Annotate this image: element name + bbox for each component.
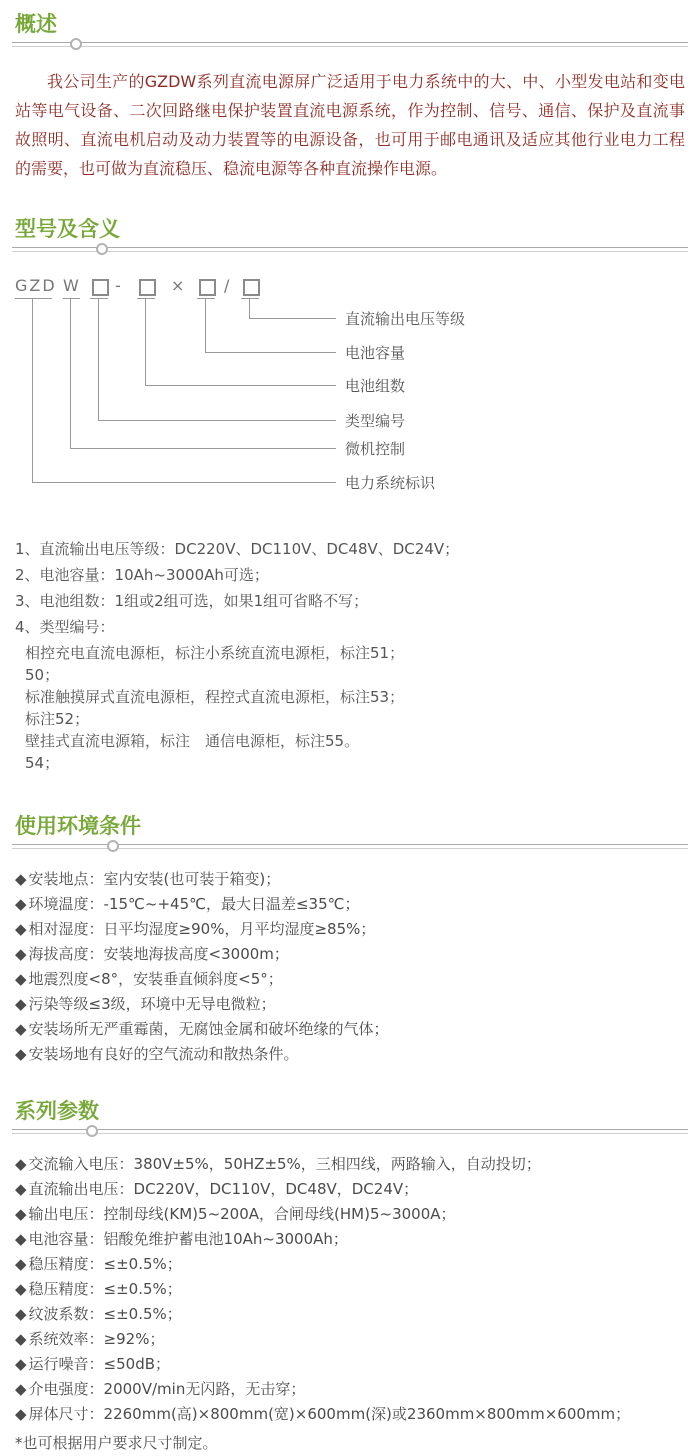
environment-item	[15, 967, 685, 992]
code-box-capacity	[199, 279, 216, 296]
section-divider	[12, 42, 688, 47]
diagram-label-voltage: 直流输出电压等级	[345, 310, 466, 328]
environment-item-text: 相对湿度：日平均湿度≥90%，月平均湿度≥85%；	[28, 920, 376, 938]
diamond-bullet-icon: ◆	[15, 1020, 27, 1038]
type-name-left: 相控充电直流电源柜，标注50；	[25, 644, 206, 684]
code-slash: /	[224, 276, 232, 295]
model-code-diagram	[0, 278, 700, 510]
model-note: 2、电池容量：10Ah~3000Ah可选；	[15, 566, 269, 584]
section-divider	[12, 247, 688, 252]
parameter-item	[15, 1177, 685, 1202]
environment-item-text: 安装地点：室内安装(也可装于箱变)；	[28, 870, 281, 888]
section-environment	[0, 814, 700, 1067]
diamond-bullet-icon: ◆	[15, 1045, 27, 1063]
diagram-label-power-id: 电力系统标识	[345, 474, 436, 492]
environment-item	[15, 992, 685, 1017]
diamond-bullet-icon: ◆	[15, 1355, 27, 1373]
diamond-bullet-icon: ◆	[15, 1330, 27, 1348]
diamond-bullet-icon: ◆	[15, 895, 27, 913]
diamond-bullet-icon: ◆	[15, 1180, 27, 1198]
parameters-footnote: *也可根据用户要求尺寸制定。	[15, 1434, 218, 1452]
environment-item	[15, 1017, 685, 1042]
type-table-row	[25, 730, 685, 774]
top-padding	[0, 0, 700, 12]
diagram-label-type: 类型编号	[345, 412, 406, 430]
parameter-item	[15, 1227, 685, 1252]
parameter-item-text: 介电强度：2000V/min无闪路，无击穿；	[28, 1380, 306, 1398]
diamond-bullet-icon: ◆	[15, 945, 27, 963]
parameter-item-text: 交流输入电压：380V±5%，50HZ±5%，三相四线，两路输入，自动投切；	[28, 1155, 541, 1173]
diamond-bullet-icon: ◆	[15, 1380, 27, 1398]
diamond-bullet-icon: ◆	[15, 1205, 27, 1223]
parameter-item-text: 运行噪音：≤50dB；	[28, 1355, 171, 1373]
parameters-list	[15, 1152, 685, 1427]
environment-item-text: 海拔高度：安装地海拔高度<3000m；	[28, 945, 289, 963]
diamond-bullet-icon: ◆	[15, 870, 27, 888]
diamond-bullet-icon: ◆	[15, 1155, 27, 1173]
environment-item	[15, 1042, 685, 1067]
parameter-item	[15, 1302, 685, 1327]
connector-power-id	[32, 298, 336, 483]
model-note: 4、类型编号：	[15, 618, 115, 636]
code-w: W	[63, 276, 81, 295]
environment-item-text: 安装场所无严重霉菌，无腐蚀金属和破坏绝缘的气体；	[28, 1020, 389, 1038]
diamond-bullet-icon: ◆	[15, 1305, 27, 1323]
parameter-item	[15, 1152, 685, 1177]
type-number-table	[25, 642, 685, 774]
diamond-bullet-icon: ◆	[15, 1230, 27, 1248]
diamond-bullet-icon: ◆	[15, 995, 27, 1013]
parameter-item	[15, 1252, 685, 1277]
model-note: 1、直流输出电压等级：DC220V、DC110V、DC48V、DC24V；	[15, 540, 460, 558]
divider-circle-ornament	[70, 38, 82, 50]
parameter-item	[15, 1402, 685, 1427]
spacer	[0, 1067, 700, 1099]
type-name-right: 通信电源柜，标注55。	[205, 732, 360, 750]
divider-circle-ornament	[96, 243, 108, 255]
parameter-item	[15, 1202, 685, 1227]
environment-item	[15, 892, 685, 917]
overview-title: 概述	[15, 12, 57, 36]
code-box-groups	[139, 279, 156, 296]
parameter-item	[15, 1277, 685, 1302]
environment-item	[15, 867, 685, 892]
environment-item-text: 地震烈度<8°，安装垂直倾斜度<5°；	[28, 970, 283, 988]
diamond-bullet-icon: ◆	[15, 1255, 27, 1273]
parameter-item-text: 屏体尺寸：2260mm(高)×800mm(宽)×600mm(深)或2360mm×800mm×600mm；	[28, 1405, 631, 1423]
diamond-bullet-icon: ◆	[15, 1405, 27, 1423]
spacer	[0, 774, 700, 814]
diamond-bullet-icon: ◆	[15, 920, 27, 938]
overview-paragraph: 我公司生产的GZDW系列直流电源屏广泛适用于电力系统中的大、中、小型发电站和变电站等电气设备、二次回路继电保护装置直流电源系统，作为控制、信号、通信、保护及直流事故照明、直流电机启动及动力装置等的电源设备，也可用于邮电通讯及适应其他行业电力工程的需要，也可做为直流稳压、稳流电源等各种直流操作电源。	[15, 72, 685, 178]
parameter-item-text: 直流输出电压：DC220V，DC110V，DC48V，DC24V；	[28, 1180, 419, 1198]
code-dash: -	[115, 276, 123, 295]
diamond-bullet-icon: ◆	[15, 1280, 27, 1298]
environment-item	[15, 942, 685, 967]
section-divider	[12, 844, 688, 849]
type-name-right: 程控式直流电源柜，标注53；	[205, 688, 405, 706]
parameter-item-text: 电池容量：铝酸免维护蓄电池10Ah~3000Ah；	[28, 1230, 348, 1248]
code-gzd: GZD	[15, 276, 57, 295]
environment-list	[15, 867, 685, 1067]
environment-item-text: 环境温度：-15℃~+45℃，最大日温差≤35℃；	[28, 895, 360, 913]
section-model	[0, 217, 700, 774]
section-parameters	[0, 1099, 700, 1456]
section-divider	[12, 1129, 688, 1134]
model-title: 型号及含义	[15, 217, 120, 241]
type-table-row	[25, 642, 685, 686]
diagram-label-groups: 电池组数	[345, 377, 406, 395]
parameter-item-text: 稳压精度：≤±0.5%；	[28, 1280, 182, 1298]
parameter-item-text: 输出电压：控制母线(KM)5~200A，合闸母线(HM)5~3000A；	[28, 1205, 456, 1223]
parameter-item-text: 系统效率：≥92%；	[28, 1330, 165, 1348]
code-times: ×	[171, 276, 187, 295]
code-box-voltage	[243, 279, 260, 296]
diagram-label-mcu: 微机控制	[345, 440, 406, 458]
section-overview	[0, 12, 700, 183]
environment-item	[15, 917, 685, 942]
parameter-item-text: 稳压精度：≤±0.5%；	[28, 1255, 182, 1273]
model-notes	[15, 536, 685, 640]
diagram-label-capacity: 电池容量	[345, 344, 406, 362]
model-note: 3、电池组数：1组或2组可选，如果1组可省略不写；	[15, 592, 369, 610]
parameter-item-text: 纹波系数：≤±0.5%；	[28, 1305, 182, 1323]
type-table-row	[25, 686, 685, 730]
code-box-type	[92, 279, 109, 296]
divider-circle-ornament	[86, 1125, 98, 1137]
environment-item-text: 安装场地有良好的空气流动和散热条件。	[28, 1045, 299, 1063]
parameters-title: 系列参数	[15, 1099, 99, 1123]
type-name-right: 小系统直流电源柜，标注51；	[205, 644, 405, 662]
environment-item-text: 污染等级≤3级，环境中无导电微粒；	[28, 995, 276, 1013]
parameter-item	[15, 1377, 685, 1402]
type-name-left: 标准触摸屏式直流电源柜，标注52；	[25, 688, 206, 728]
parameter-item	[15, 1352, 685, 1377]
divider-circle-ornament	[107, 840, 119, 852]
type-name-left: 壁挂式直流电源箱，标注54；	[25, 732, 191, 772]
parameter-item	[15, 1327, 685, 1352]
environment-title: 使用环境条件	[15, 814, 141, 838]
diamond-bullet-icon: ◆	[15, 970, 27, 988]
